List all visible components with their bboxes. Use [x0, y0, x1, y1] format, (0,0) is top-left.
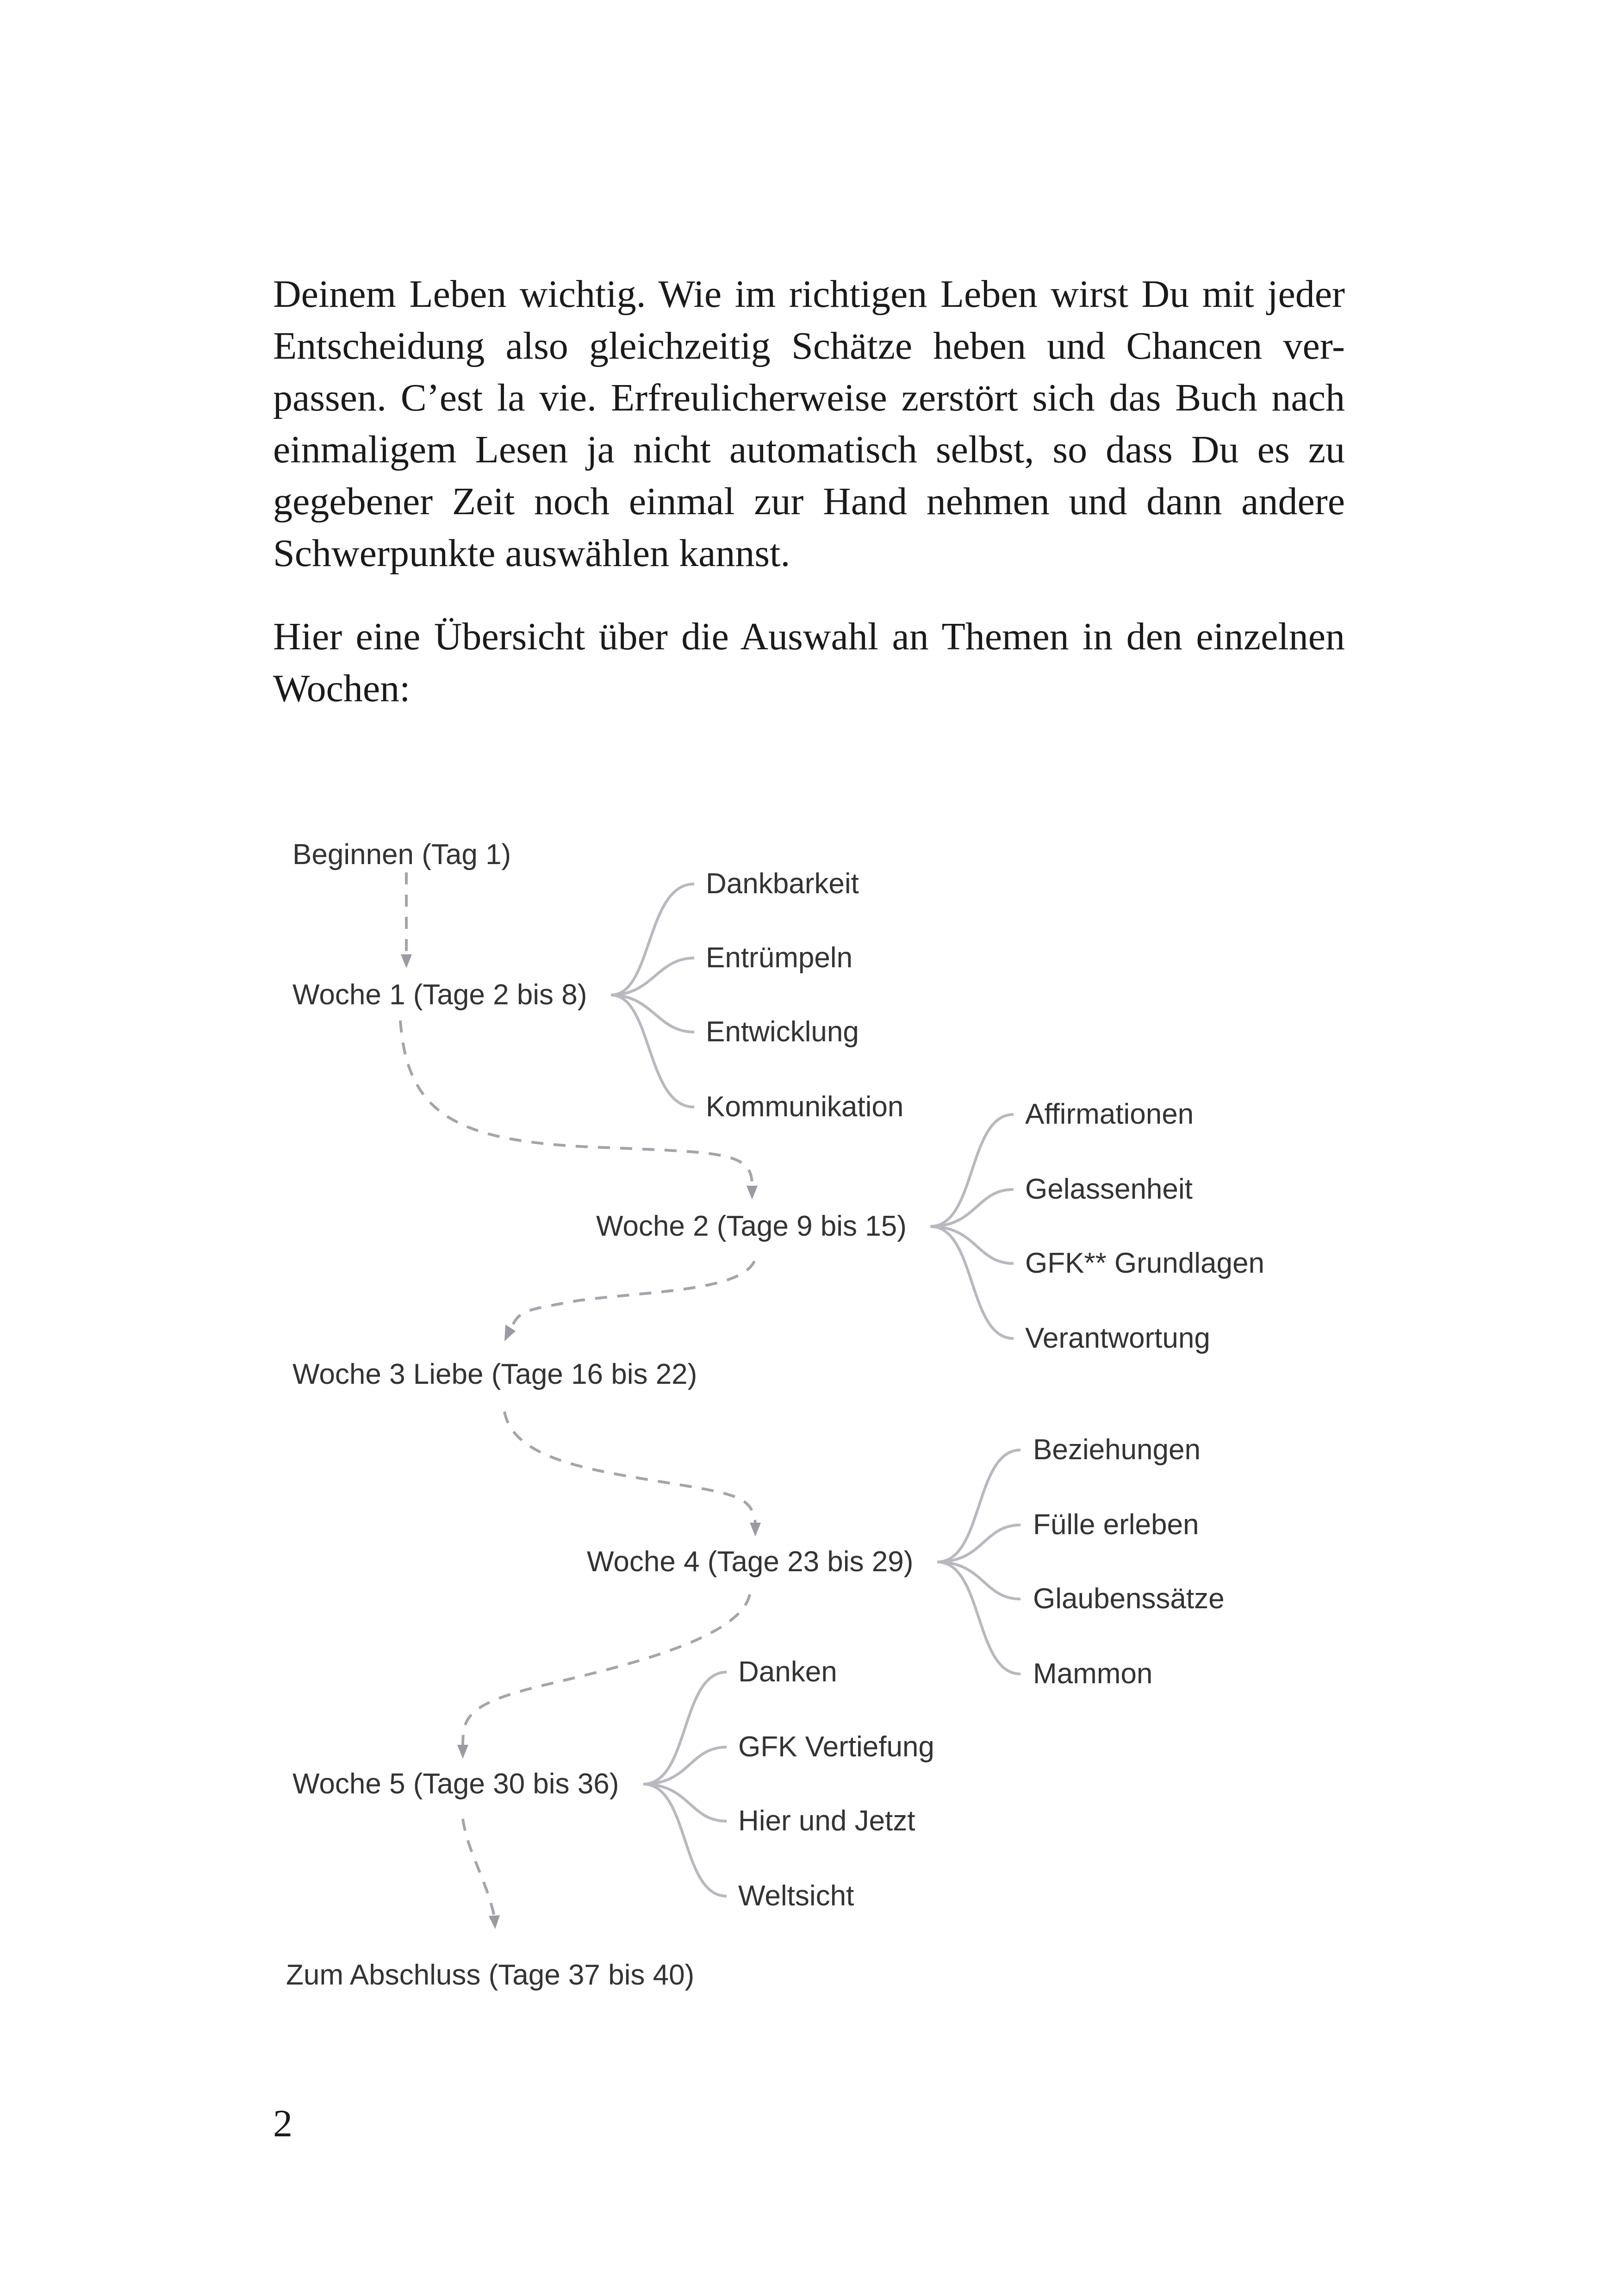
topic-weltsicht: Weltsicht: [738, 1880, 854, 1912]
paragraph-line: gegebener Zeit noch einmal zur Hand nehmen und dann andere: [273, 480, 1345, 523]
topic-mammon: Mammon: [1033, 1658, 1153, 1690]
branch-line: [643, 1747, 727, 1784]
branch-line: [937, 1525, 1021, 1562]
woche5-topics: [738, 1656, 934, 1912]
arrow-head: [747, 1186, 758, 1200]
arrow-head: [457, 1745, 468, 1759]
paragraph-line: Entscheidung also gleichzeitig Schätze heben und Chancen ver-: [273, 324, 1345, 367]
woche1-topics: [706, 868, 903, 1123]
topic-gfk-grundlagen: GFK** Grundlagen: [1025, 1247, 1264, 1279]
topic-danken: Danken: [738, 1656, 837, 1688]
topic-gelassenheit: Gelassenheit: [1025, 1173, 1193, 1205]
connector-woche1-woche2: [400, 1020, 752, 1185]
node-woche-5: Woche 5 (Tage 30 bis 36): [292, 1768, 619, 1800]
topic-entwicklung: Entwicklung: [706, 1016, 859, 1048]
topic-dankbarkeit: Dankbarkeit: [706, 868, 859, 900]
node-woche-4: Woche 4 (Tage 23 bis 29): [587, 1546, 914, 1578]
paragraph-line: Wochen:: [273, 667, 411, 710]
branch-line: [937, 1562, 1021, 1599]
arrow-head: [504, 1325, 516, 1341]
arrow-head: [401, 954, 412, 968]
branch-line: [930, 1226, 1014, 1263]
topic-verantwortung: Verantwortung: [1025, 1322, 1210, 1354]
paragraph-line: Deinem Leben wichtig. Wie im richtigen Leben wirst Du mit jeder: [273, 273, 1345, 316]
woche4-topics: [1033, 1434, 1225, 1690]
connector-woche4-woche5: [463, 1594, 750, 1745]
paragraph-line: Hier eine Übersicht über die Auswahl an Themen in den einzelnen: [273, 615, 1345, 658]
node-woche-2: Woche 2 (Tage 9 bis 15): [596, 1210, 907, 1242]
topic-hier-und-jetzt: Hier und Jetzt: [738, 1805, 915, 1837]
node-beginnen: Beginnen (Tag 1): [292, 839, 511, 871]
node-abschluss: Zum Abschluss (Tage 37 bis 40): [286, 1959, 695, 1991]
woche2-branches: [930, 1114, 1014, 1338]
paragraph-line: einmaligem Lesen ja nicht automatisch selbst, so dass Du es zu: [273, 428, 1345, 471]
node-woche-1: Woche 1 (Tage 2 bis 8): [292, 979, 587, 1011]
topic-fuelle-erleben: Fülle erleben: [1033, 1509, 1199, 1541]
topic-gfk-vertiefung: GFK Vertiefung: [738, 1731, 934, 1763]
paragraph-line: Schwerpunkte auswählen kannst.: [273, 532, 790, 575]
topic-beziehungen: Beziehungen: [1033, 1434, 1201, 1466]
branch-line: [643, 1784, 727, 1821]
woche4-branches: [937, 1450, 1021, 1674]
topic-entruempeln: Entrümpeln: [706, 942, 853, 974]
connector-woche2-woche3: [511, 1261, 754, 1328]
connector-woche3-woche4: [504, 1412, 755, 1523]
woche5-branches: [643, 1672, 727, 1896]
topic-affirmationen: Affirmationen: [1025, 1098, 1194, 1130]
woche1-branches: [611, 884, 694, 1107]
topic-kommunikation: Kommunikation: [706, 1091, 904, 1123]
arrow-head: [489, 1915, 500, 1929]
page-number: 2: [273, 2102, 292, 2145]
woche2-topics: [1025, 1098, 1264, 1354]
topic-glaubenssaetze: Glaubenssätze: [1033, 1583, 1225, 1615]
paragraph-line: passen. C’est la vie. Erfreulicherweise zerstört sich das Buch nach: [273, 376, 1345, 419]
branch-line: [930, 1189, 1014, 1226]
connector-woche5-abschluss: [463, 1819, 494, 1916]
node-woche-3: Woche 3 Liebe (Tage 16 bis 22): [292, 1358, 697, 1390]
arrow-head: [750, 1523, 761, 1537]
